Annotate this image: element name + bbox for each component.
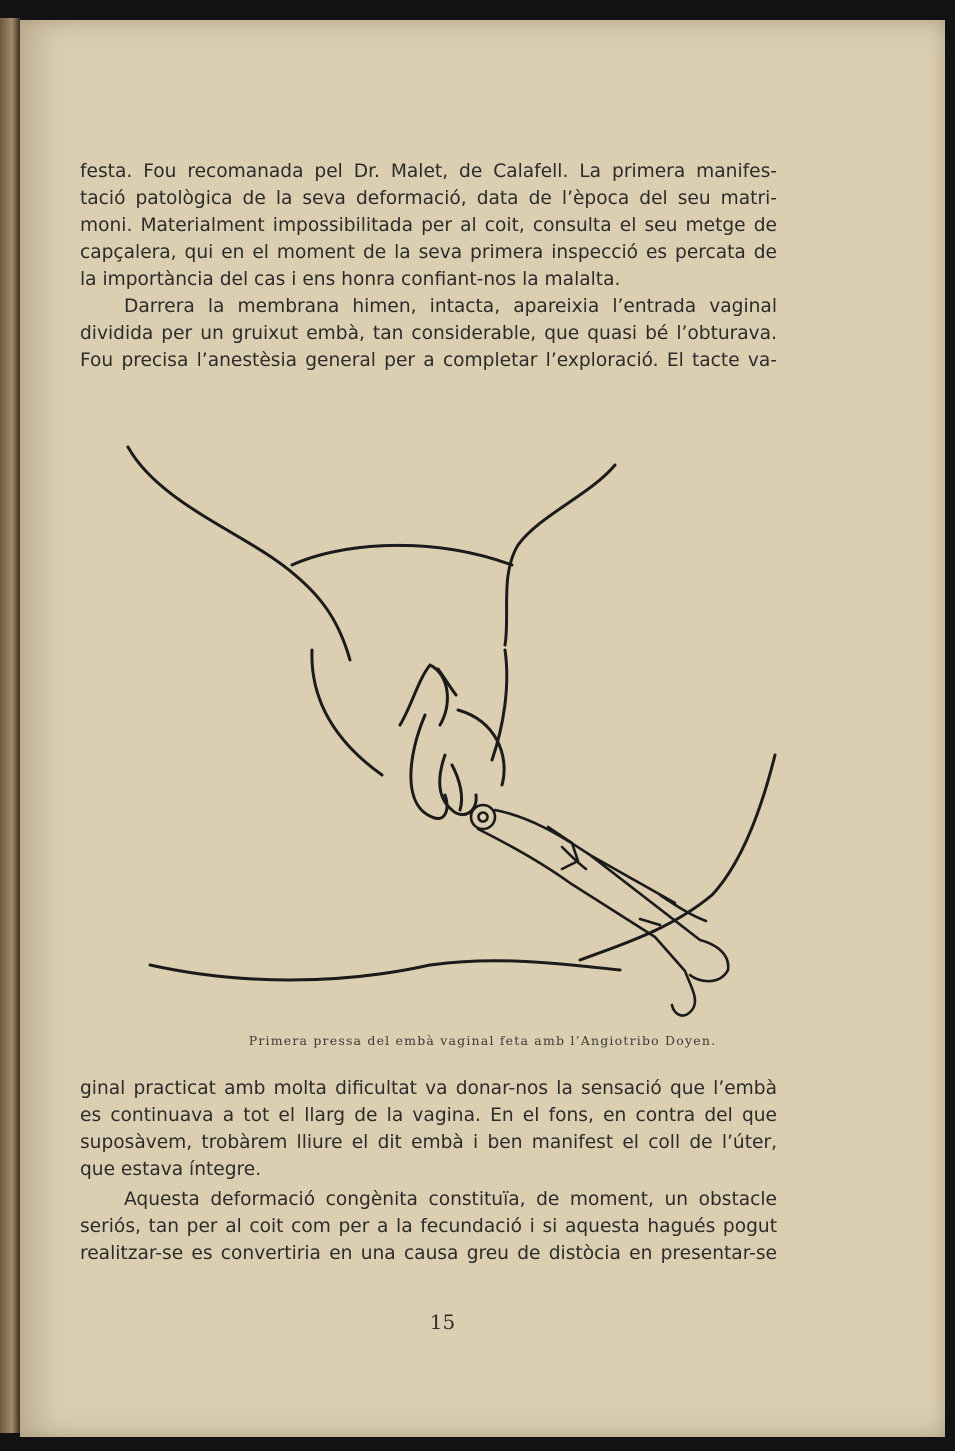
septum-line	[452, 765, 462, 810]
vaginal-opening	[440, 755, 476, 815]
left-thigh-outline	[128, 447, 350, 660]
text-line: capçalera, qui en el moment de la seva primera inspecció es percata de	[80, 242, 777, 263]
text-line: Aquesta deformació congènita constituïa, de moment, un obstacle	[124, 1189, 777, 1210]
text-line: Darrera la membrana himen, intacta, apareixia l’entrada vaginal	[124, 296, 777, 317]
paragraph-3	[80, 1075, 777, 1183]
mons-outline	[292, 545, 512, 565]
text-line: ginal practicat amb molta dificultat va donar-nos la sensació que l’embà	[80, 1078, 777, 1099]
paragraph-4	[80, 1186, 777, 1267]
text-line: tació patològica de la seva deformació, data de l’època del seu matri-	[80, 188, 777, 209]
paragraph-2	[80, 293, 777, 374]
paragraph-1	[80, 158, 777, 293]
text-line: es continuava a tot el llarg de la vagina. En el fons, en contra del que	[80, 1105, 777, 1126]
book-page	[20, 20, 945, 1437]
text-line: Fou precisa l’anestèsia general per a completar l’exploració. El tacte va-	[80, 350, 777, 371]
left-labia-outline	[312, 650, 382, 775]
text-line: la importància del cas i ens honra confiant-nos la malalta.	[80, 269, 621, 290]
book-gutter	[0, 18, 20, 1433]
ground-left	[150, 965, 430, 980]
buttock-curve	[580, 755, 775, 960]
ground-right	[430, 961, 620, 970]
text-line: suposàvem, trobàrem lliure el dit embà i ben manifest el coll de l’úter,	[80, 1132, 777, 1153]
medical-line-illustration	[100, 425, 780, 1035]
text-line: moni. Materialment impossibilitada per al coit, consulta el seu metge de	[80, 215, 777, 236]
figure-caption: Primera pressa del embà vaginal feta amb l’Angiotribo Doyen.	[248, 1033, 717, 1048]
text-line: seriós, tan per al coit com per a la fecundació i si aquesta hagués pogut	[80, 1216, 777, 1237]
text-line: realitzar-se es convertiria en una causa greu de distòcia en presentar-se	[80, 1243, 777, 1264]
page-number: 15	[429, 1310, 456, 1334]
text-line: dividida per un gruixut embà, tan considerable, que quasi bé l’obturava.	[80, 323, 777, 344]
right-thigh-outline	[505, 465, 615, 645]
text-line: que estava íntegre.	[80, 1159, 262, 1180]
text-line: festa. Fou recomanada pel Dr. Malet, de Calafell. La primera manifes-	[80, 161, 777, 182]
